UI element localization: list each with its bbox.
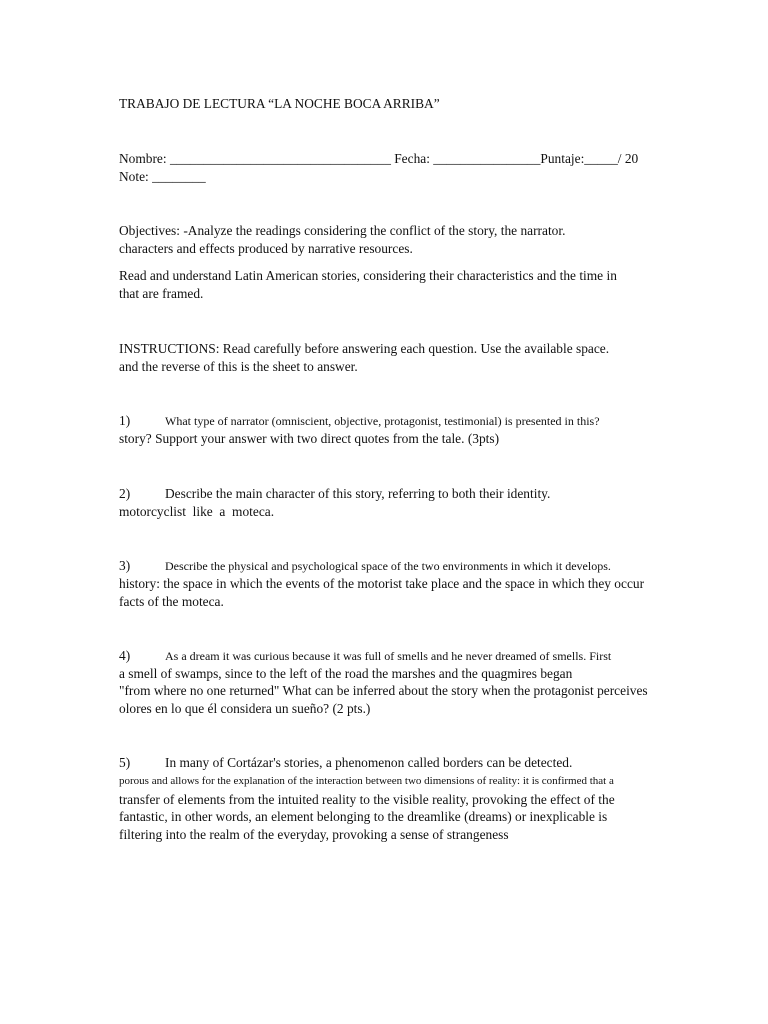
question-text: Describe the physical and psychological space of the two environments in which it develops.	[165, 559, 611, 573]
question-number: 5)	[119, 755, 131, 770]
question-5-line-2: porous and allows for the explanation of the interaction between two dimensions of reality: it is confirmed that a	[119, 775, 614, 787]
objectives-line-3: Read and understand Latin American stories, considering their characteristics and the time in	[119, 268, 617, 283]
question-5-line-5: filtering into the realm of the everyday, provoking a sense of strangeness	[119, 827, 509, 842]
question-text: What type of narrator (omniscient, objective, protagonist, testimonial) is presented in this?	[165, 414, 600, 428]
question-number: 1)	[119, 413, 131, 428]
question-5-line-3: transfer of elements from the intuited reality to the visible reality, provoking the effect of the	[119, 792, 615, 807]
question-text: As a dream it was curious because it was full of smells and he never dreamed of smells. First	[165, 649, 612, 663]
question-2-line-2: motorcyclist like a moteca.	[119, 504, 275, 519]
question-2	[119, 486, 550, 502]
question-number: 4)	[119, 648, 131, 663]
question-5	[119, 755, 572, 771]
instructions-line-2: and the reverse of this is the sheet to answer.	[119, 359, 358, 374]
document-title: TRABAJO DE LECTURA “LA NOCHE BOCA ARRIBA”	[119, 96, 440, 111]
objectives-line-1: Objectives: -Analyze the readings considering the conflict of the story, the narrator.	[119, 223, 566, 238]
question-number: 3)	[119, 558, 131, 573]
objectives-line-2: characters and effects produced by narrative resources.	[119, 241, 413, 256]
student-info-line: Nombre: _________________________________ Fecha: ________________Puntaje:_____/ 20	[119, 151, 639, 166]
question-3	[119, 558, 611, 574]
objectives-line-4: that are framed.	[119, 286, 204, 301]
question-4-line-3: "from where no one returned" What can be inferred about the story when the protagonist perceives	[119, 683, 648, 698]
question-4	[119, 648, 611, 664]
question-number: 2)	[119, 486, 131, 501]
question-text: In many of Cortázar's stories, a phenomenon called borders can be detected.	[165, 755, 573, 770]
question-4-line-4: olores en lo que él considera un sueño? (2 pts.)	[119, 701, 371, 716]
question-3-line-2: history: the space in which the events of the motorist take place and the space in which they occur	[119, 576, 645, 591]
question-text: Describe the main character of this story, referring to both their identity.	[165, 486, 551, 501]
question-4-line-2: a smell of swamps, since to the left of the road the marshes and the quagmires began	[119, 666, 573, 681]
question-1-line-2: story? Support your answer with two direct quotes from the tale. (3pts)	[119, 431, 500, 446]
question-3-line-3: facts of the moteca.	[119, 594, 224, 609]
question-5-line-4: fantastic, in other words, an element belonging to the dreamlike (dreams) or inexplicable is	[119, 809, 608, 824]
question-1	[119, 413, 600, 429]
instructions-line-1: INSTRUCTIONS: Read carefully before answering each question. Use the available space.	[119, 341, 610, 356]
note-line: Note: ________	[119, 169, 206, 184]
